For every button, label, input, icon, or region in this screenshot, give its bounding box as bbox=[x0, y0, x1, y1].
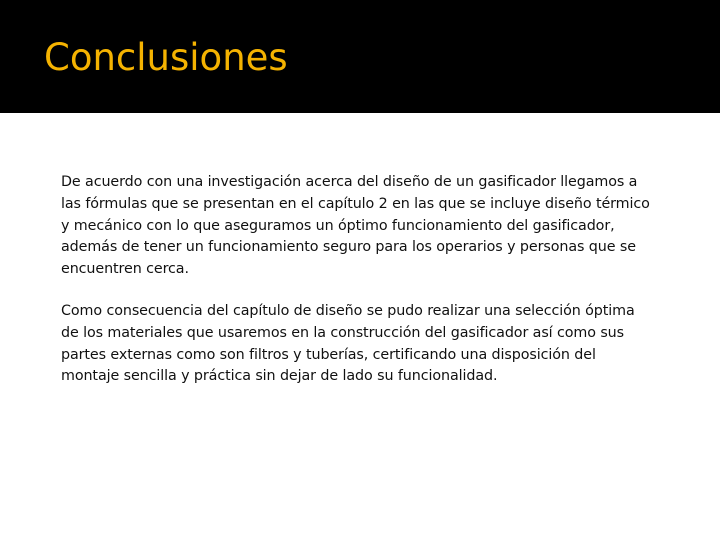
title-band bbox=[0, 0, 720, 113]
conclusion-paragraph-1: De acuerdo con una investigación acerca del diseño de un gasificador llegamos a las fórmulas que se presentan en el capítulo 2 en las que se incluye diseño térmico y mecánico con lo que aseguramos un óptimo funcionamiento del gasificador, además de tener un funcionamiento seguro para los operarios y personas que se encuentren cerca. bbox=[61, 174, 650, 278]
conclusion-paragraph-2: Como consecuencia del capítulo de diseño se pudo realizar una selección óptima de los materiales que usaremos en la construcción del gasificador así como sus partes externas como son filtros y tuberías, certificando una disposición del montaje sencilla y práctica sin dejar de lado su funcionalidad. bbox=[61, 302, 635, 385]
slide-title: Conclusiones bbox=[44, 36, 288, 79]
slide-content bbox=[61, 172, 651, 388]
